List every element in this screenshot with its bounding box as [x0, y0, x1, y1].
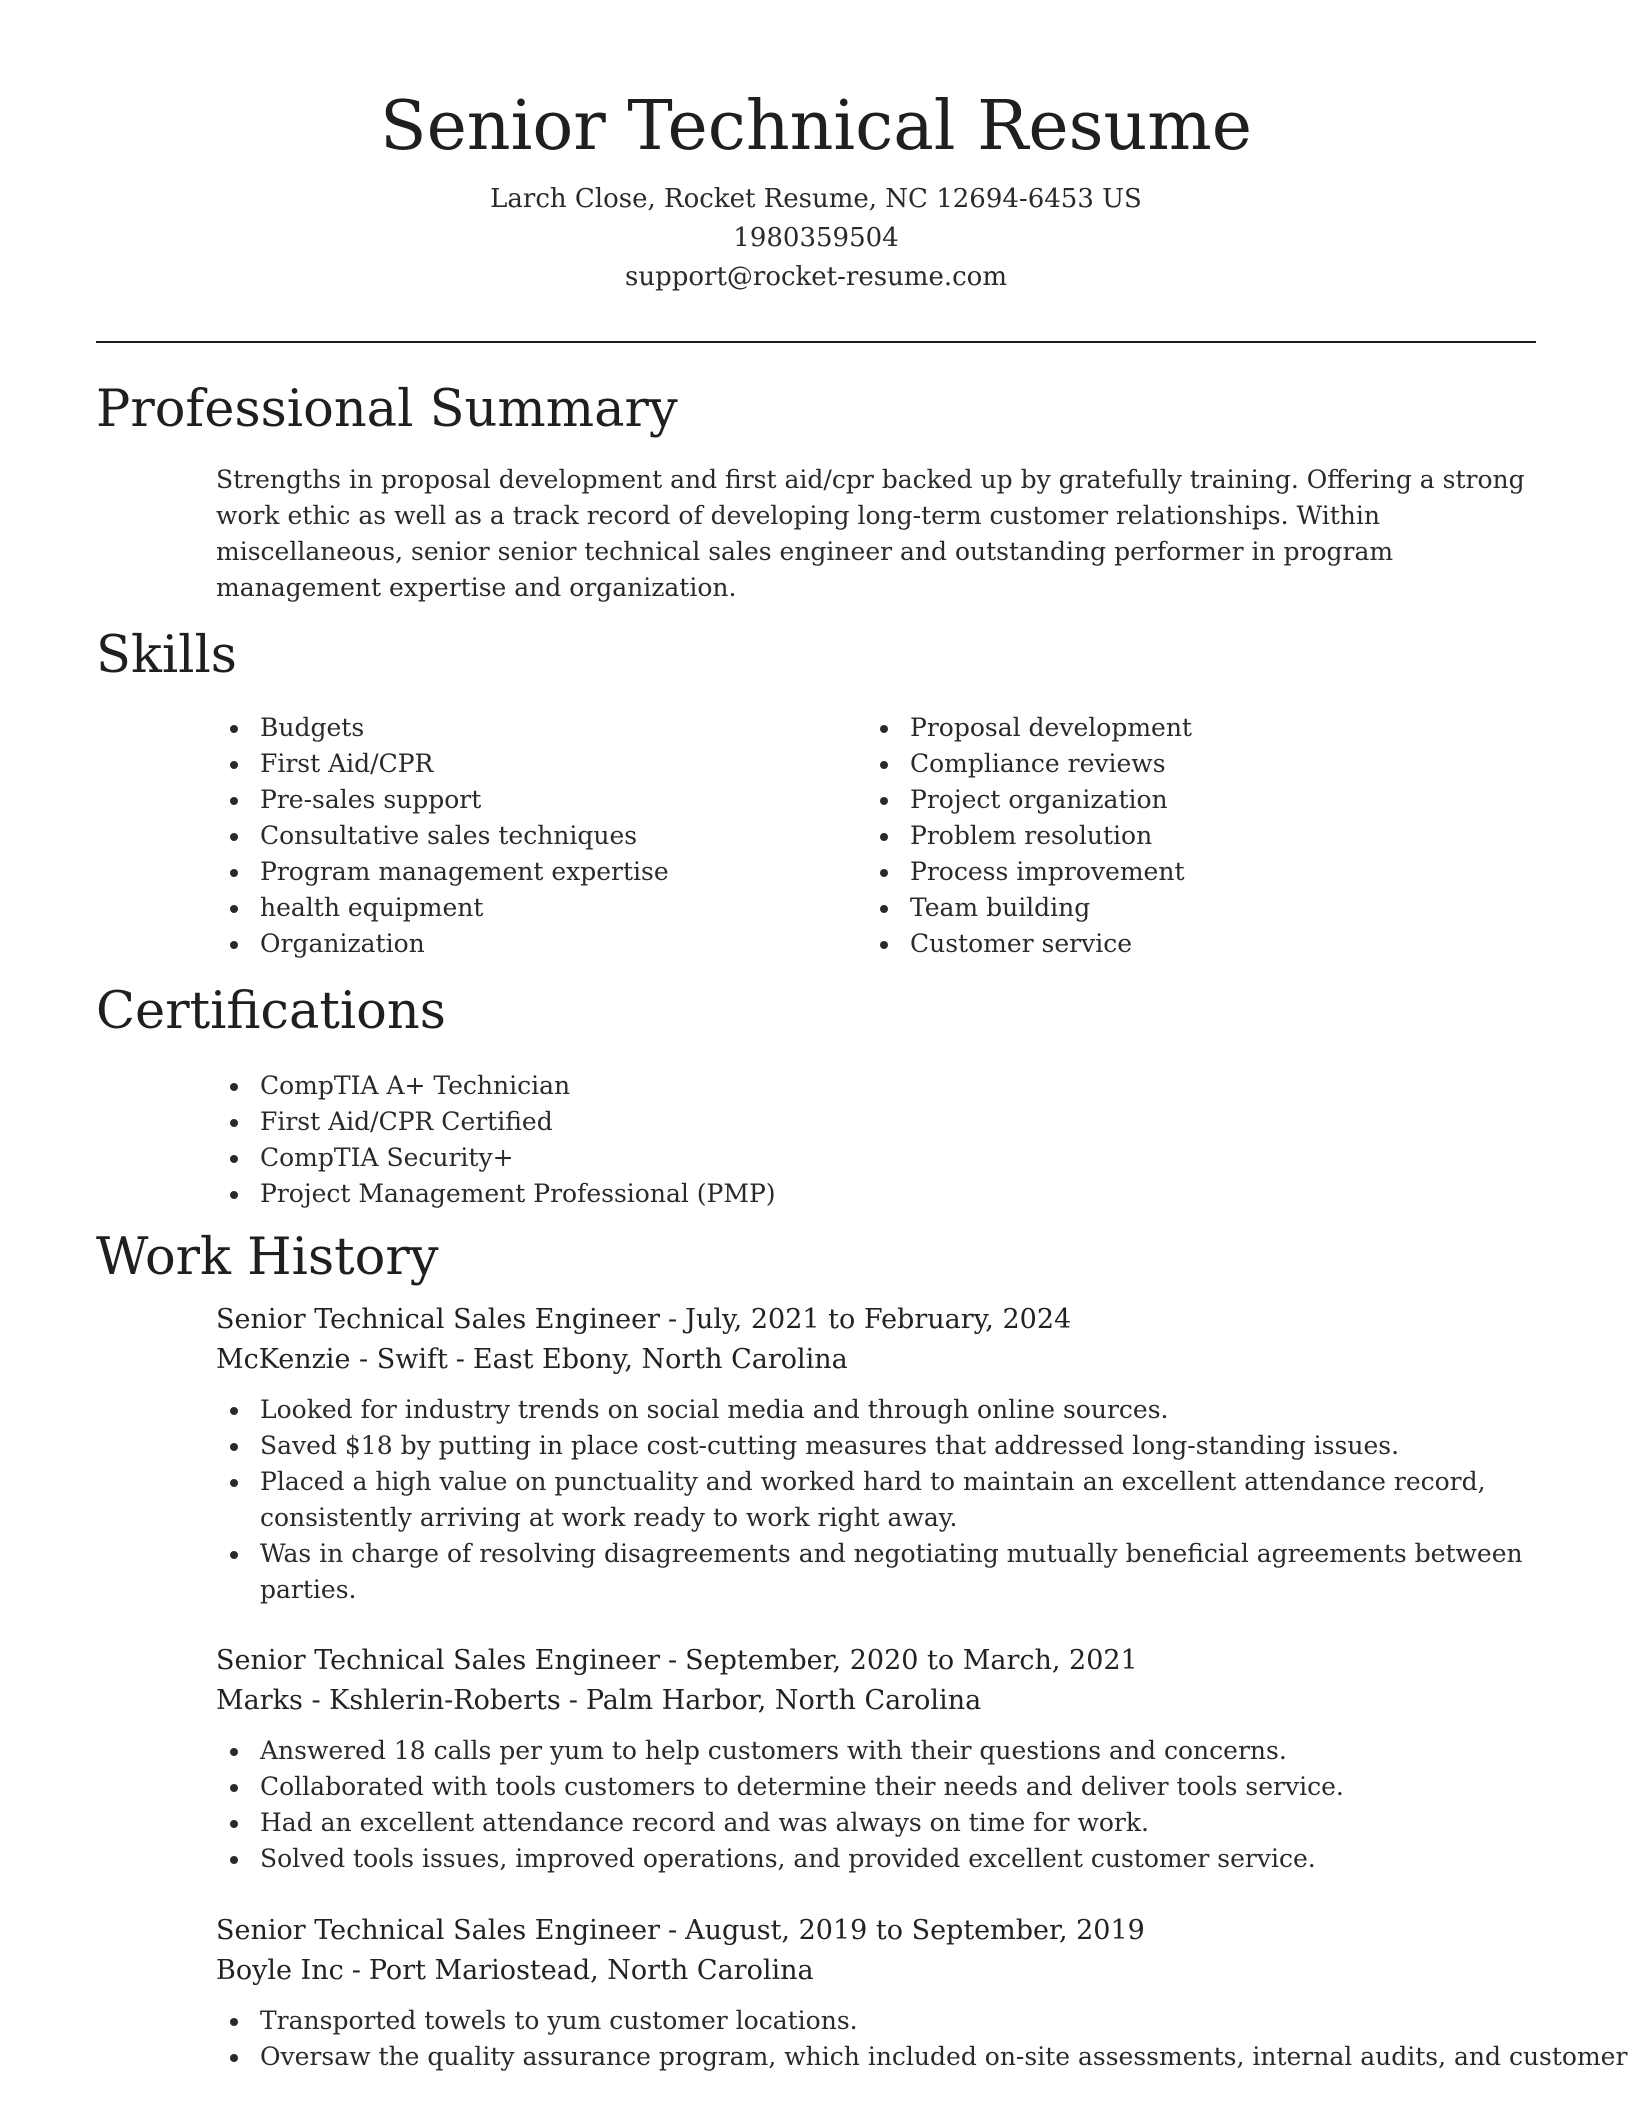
skill-item: Organization	[216, 926, 836, 962]
certifications-heading: Certifications	[96, 982, 446, 1041]
job-bullets	[216, 2003, 1628, 2075]
resume-header	[0, 0, 1632, 297]
job-bullet: Collaborated with tools customers to determine their needs and deliver tools service.	[216, 1769, 1536, 1805]
summary-text: Strengths in proposal development and first aid/cpr backed up by gratefully training. Offering a strong work ethic as well as a track record of developing long-term customer relationships. Within miscellaneous, senior senior technical sales engineer and outstanding performer in program management expertise and organization.	[216, 465, 1525, 602]
job-title-line	[216, 1300, 1536, 1340]
certification-item: Project Management Professional (PMP)	[216, 1176, 1516, 1212]
certification-item: First Aid/CPR Certified	[216, 1104, 1516, 1140]
job-dates: September, 2020 to March, 2021	[685, 1645, 1138, 1676]
job-separator: -	[668, 1304, 678, 1335]
skill-item: health equipment	[216, 890, 836, 926]
job-company-line	[216, 1681, 1536, 1721]
job-bullet: Looked for industry trends on social media and through online sources.	[216, 1392, 1536, 1428]
certification-item: CompTIA Security+	[216, 1140, 1516, 1176]
skill-item: Problem resolution	[866, 818, 1486, 854]
job-entry	[216, 1300, 1536, 1608]
job-entry	[216, 1911, 1628, 2075]
job-location: East Ebony, North Carolina	[472, 1344, 848, 1375]
job-company: Marks - Kshlerin-Roberts	[216, 1685, 561, 1716]
job-entry	[216, 1641, 1536, 1877]
job-company: McKenzie - Swift	[216, 1344, 448, 1375]
work-history-heading: Work History	[96, 1228, 439, 1287]
skill-item: Customer service	[866, 926, 1486, 962]
job-company-line	[216, 1340, 1536, 1380]
job-company-line	[216, 1951, 1536, 1991]
summary-heading: Professional Summary	[96, 380, 678, 439]
skill-item: Budgets	[216, 710, 836, 746]
job-bullet: Had an excellent attendance record and was always on time for work.	[216, 1805, 1536, 1841]
job-bullet: Solved tools issues, improved operations, and provided excellent customer service.	[216, 1841, 1536, 1877]
skill-item: Consultative sales techniques	[216, 818, 836, 854]
job-role: Senior Technical Sales Engineer	[216, 1645, 661, 1676]
job-company: Boyle Inc	[216, 1955, 344, 1986]
job-bullets	[216, 1733, 1536, 1877]
job-location: Port Mariostead, North Carolina	[368, 1955, 814, 1986]
job-role: Senior Technical Sales Engineer	[216, 1304, 661, 1335]
job-bullet: Answered 18 calls per yum to help customers with their questions and concerns.	[216, 1733, 1536, 1769]
job-bullets	[216, 1392, 1536, 1608]
job-bullet: Was in charge of resolving disagreements and negotiating mutually beneficial agreements between parties.	[216, 1536, 1536, 1608]
job-bullet: Placed a high value on punctuality and worked hard to maintain an excellent attendance record, consistently arriving at work ready to work right away.	[216, 1464, 1536, 1536]
job-dates: August, 2019 to September, 2019	[685, 1915, 1145, 1946]
job-bullet: Saved $18 by putting in place cost-cutting measures that addressed long-standing issues.	[216, 1428, 1536, 1464]
contact-email: support@rocket-resume.com	[624, 262, 1007, 292]
skill-item: Project organization	[866, 782, 1486, 818]
job-bullet: Transported towels to yum customer locations.	[216, 2003, 1536, 2039]
skill-item: Proposal development	[866, 710, 1486, 746]
job-separator: -	[568, 1685, 578, 1716]
skill-item: First Aid/CPR	[216, 746, 836, 782]
certifications-list	[216, 1068, 1516, 1212]
skill-item: Pre-sales support	[216, 782, 836, 818]
skills-list-left	[216, 710, 836, 962]
resume-name: Senior Technical Resume	[379, 87, 1252, 166]
job-title-line	[216, 1641, 1536, 1681]
skill-item: Team building	[866, 890, 1486, 926]
skills-heading: Skills	[96, 626, 237, 685]
skills-list-right	[866, 710, 1486, 962]
job-separator: -	[455, 1344, 465, 1375]
header-divider	[96, 341, 1536, 343]
skill-item: Program management expertise	[216, 854, 836, 890]
contact-phone: 1980359504	[733, 223, 899, 253]
certification-item: CompTIA A+ Technician	[216, 1068, 1516, 1104]
job-bullet: Oversaw the quality assurance program, which included on-site assessments, internal audits, and customer	[216, 2039, 1536, 2075]
skill-item: Compliance reviews	[866, 746, 1486, 782]
contact-address: Larch Close, Rocket Resume, NC 12694-6453 US	[490, 184, 1142, 214]
job-separator: -	[668, 1915, 678, 1946]
skill-item: Process improvement	[866, 854, 1486, 890]
contact-block	[0, 180, 1632, 297]
job-title-line	[216, 1911, 1536, 1951]
job-separator: -	[668, 1645, 678, 1676]
job-location: Palm Harbor, North Carolina	[585, 1685, 982, 1716]
job-dates: July, 2021 to February, 2024	[685, 1304, 1072, 1335]
job-role: Senior Technical Sales Engineer	[216, 1915, 661, 1946]
job-separator: -	[351, 1955, 361, 1986]
